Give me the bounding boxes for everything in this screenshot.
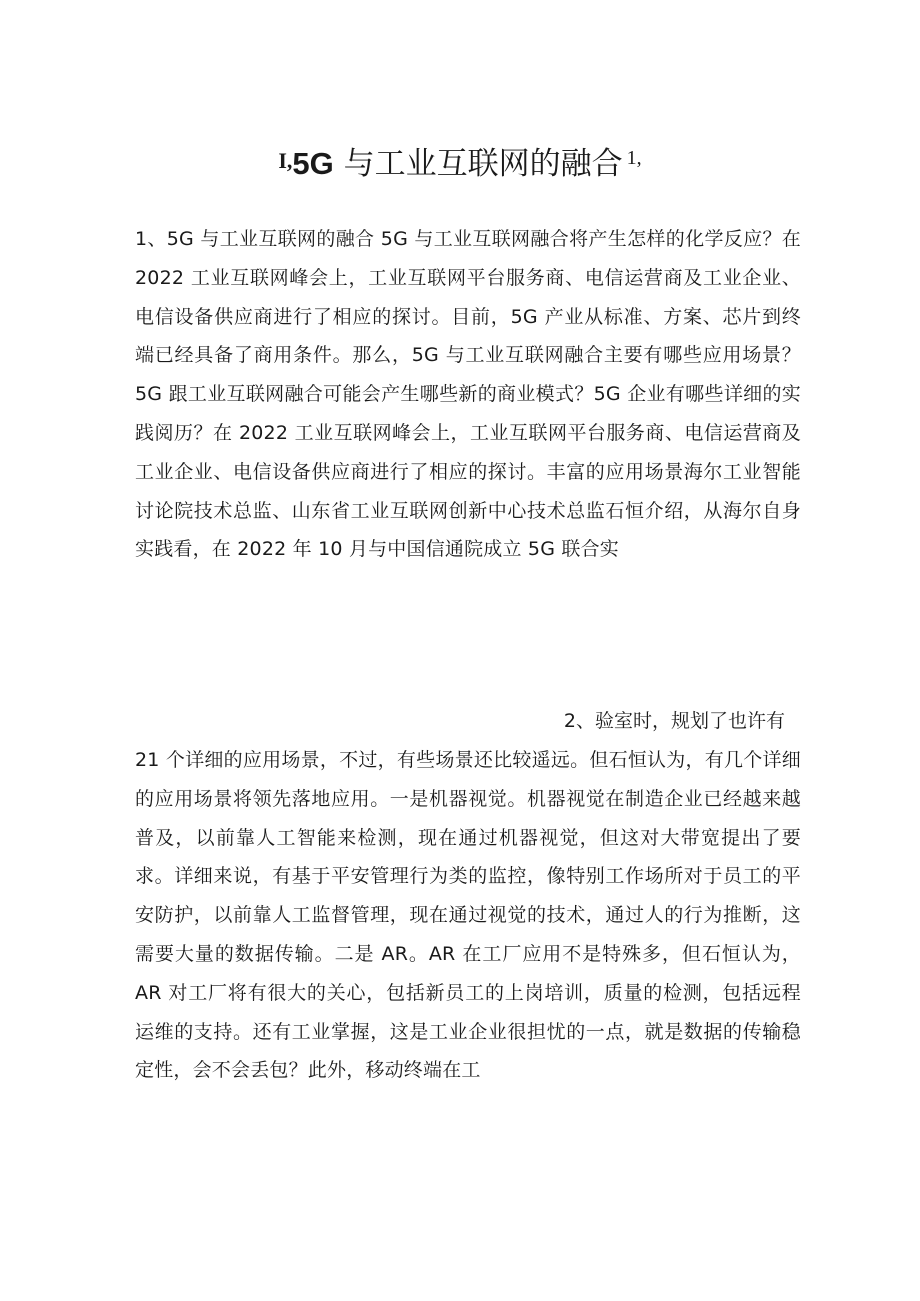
- paragraph-2-text: 21 个详细的应用场景，不过，有些场景还比较遥远。但石恒认为，有几个详细的应用场景将领先落地应用。一是机器视觉。机器视觉在制造企业已经越来越普及，以前靠人工智能来检测，现在通过机器视觉，但这对大带宽提出了要求。详细来说，有基于平安管理行为类的监控，像特别工作场所对于员工的平安防护，以前靠人工监督管理，现在通过视觉的技术，通过人的行为推断，这需要大量的数据传输。二是 AR。AR 在工厂应用不是特殊多，但石恒认为，AR 对工厂将有很大的关心，包括新员工的上岗培训，质量的检测，包括远程运维的支持。还有工业掌握，这是工业企业很担忧的一点，就是数据的传输稳定性，会不会丢包？此外，移动终端在工: [135, 749, 801, 1082]
- title-mark-left: I,: [278, 148, 293, 173]
- paragraph-1-text: 1、5G 与工业互联网的融合 5G 与工业互联网融合将产生怎样的化学反应？在 2022 工业互联网峰会上，工业互联网平台服务商、电信运营商及工业企业、电信设备供应商进行了相应的探讨。目前，5G 产业从标准、方案、芯片到终端已经具备了商用条件。那么，5G 与工业互联网融合主要有哪些应用场景？5G 跟工业互联网融合可能会产生哪些新的商业模式？5G 企业有哪些详细的实践阅历？在 2022 工业互联网峰会上，工业互联网平台服务商、电信运营商及工业企业、电信设备供应商进行了相应的探讨。丰富的应用场景海尔工业智能讨论院技术总监、山东省工业互联网创新中心技术总监石恒介绍，从海尔自身实践看，在 2022 年 10 月与中国信通院成立 5G 联合实: [135, 228, 801, 561]
- paragraph-2-heading: 2、验室时，规划了也许有: [563, 710, 785, 732]
- paragraph-1: [135, 220, 801, 569]
- paragraph-2: [135, 741, 801, 1090]
- title-text: 与工业互联网的融合: [333, 146, 623, 182]
- title-mark-right: 1,: [626, 147, 642, 169]
- title-lead: 5G: [292, 146, 334, 181]
- page-title: [0, 138, 920, 184]
